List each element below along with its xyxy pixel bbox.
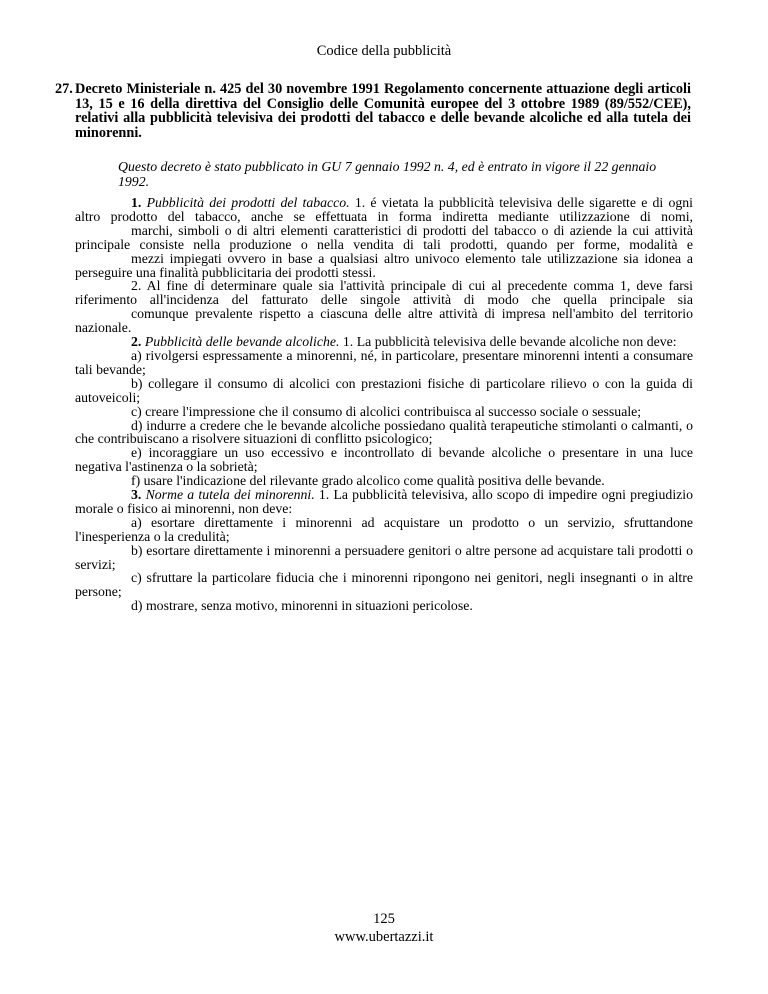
article-1-paragraph: comunque prevalente rispetto a ciascuna delle altre attività di impresa nell'ambito del territorio nazionale. [75, 306, 693, 336]
list-item: b) esortare direttamente i minorenni a persuadere genitori o altre persone ad acquistare tali prodotti o servizi; [75, 542, 693, 572]
document-number: 27. [55, 81, 73, 97]
article-2-heading: Pubblicità delle bevande alcoliche. [144, 334, 340, 350]
list-item: f) usare l'indicazione del rilevante grado alcolico come qualità positiva delle bevande. [131, 473, 605, 489]
list-item: b) collegare il consumo di alcolici con prestazioni fisiche di particolare rilievo o con la guida di autoveicoli; [75, 375, 693, 405]
list-item: a) esortare direttamente i minorenni ad acquistare un prodotto o un servizio, sfruttandone l'inesperienza o la credulità; [75, 514, 693, 544]
article-1-paragraph: marchi, simboli o di altri elementi caratteristici di prodotti del tabacco o di aziende la cui attività principale consiste nella produzione o nella vendita di tali prodotti, quando per forme, modalità e [75, 222, 693, 252]
document-title-block [55, 81, 691, 141]
list-item: c) creare l'impressione che il consumo di alcolici contribuisca al successo sociale o sessuale; [131, 403, 642, 419]
article-2-number: 2. [131, 334, 142, 350]
list-item: d) mostrare, senza motivo, minorenni in situazioni pericolose. [131, 598, 473, 614]
article-1-text: 1. é vietata la pubblicità televisiva delle sigarette e di ogni altro prodotto del tabacco, anche se effettuata in forma indiretta mediante utilizzazione di nomi, [75, 195, 693, 224]
page-footer [0, 910, 768, 946]
publication-note: Questo decreto è stato pubblicato in GU 7 gennaio 1992 n. 4, ed è entrato in vigore il 22 gennaio 1992. [118, 159, 657, 189]
article-2-text: 1. La pubblicità televisiva delle bevande alcoliche non deve: [342, 334, 677, 350]
article-3-paragraph [75, 488, 693, 516]
article-3-text: 1. La pubblicità televisiva, allo scopo di impedire ogni pregiudizio morale o fisico ai minorenni, non deve: [75, 487, 694, 516]
article-3-heading: Norme a tutela dei minorenni. [145, 487, 315, 503]
article-2-paragraph [75, 335, 693, 349]
article-1-number: 1. [131, 195, 142, 210]
article-1-paragraph: 2. Al fine di determinare quale sia l'attività principale di cui al precedente comma 1, deve farsi riferimento all'incidenza del fatturato delle singole attività di modo che quella principale sia [75, 278, 693, 308]
website-link[interactable]: www.ubertazzi.it [334, 929, 434, 945]
article-3-number: 3. [131, 487, 142, 503]
list-item: d) indurre a credere che le bevande alcoliche possiedano qualità terapeutiche stimolanti o calmanti, o che contribuiscano a risolvere situazioni di conflitto psicologico; [75, 417, 693, 447]
list-item: e) incoraggiare un uso eccessivo e incontrollato di bevande alcoliche o presentare in una luce negativa l'astinenza o la sobrietà; [75, 445, 693, 475]
list-item: c) sfruttare la particolare fiducia che i minorenni ripongono nei genitori, negli insegnanti o in altre persone; [75, 570, 693, 600]
document-body [75, 196, 693, 613]
page-number: 125 [373, 911, 395, 927]
running-header: Codice della pubblicità [316, 43, 452, 59]
article-1-paragraph: mezzi impiegati ovvero in base a qualsiasi altro univoco elemento tale utilizzazione sia idonea a perseguire una finalità pubblicitaria dei prodotti stessi. [75, 250, 693, 280]
document-title: Decreto Ministeriale n. 425 del 30 novembre 1991 Regolamento concernente attuazione degli articoli 13, 15 e 16 della direttiva del Consiglio delle Comunità europee del 3 ottobre 1989 (89/552/CEE), relativi alla pubblicità televisiva dei prodotti del tabacco e delle bevande alcoliche ed alla tutela dei minorenni. [75, 81, 691, 141]
list-item: a) rivolgersi espressamente a minorenni, né, in particolare, presentare minorenni intenti a consumare tali bevande; [75, 347, 693, 377]
article-1-heading: Pubblicità dei prodotti del tabacco. [146, 195, 350, 210]
article-1-paragraph [75, 196, 693, 224]
